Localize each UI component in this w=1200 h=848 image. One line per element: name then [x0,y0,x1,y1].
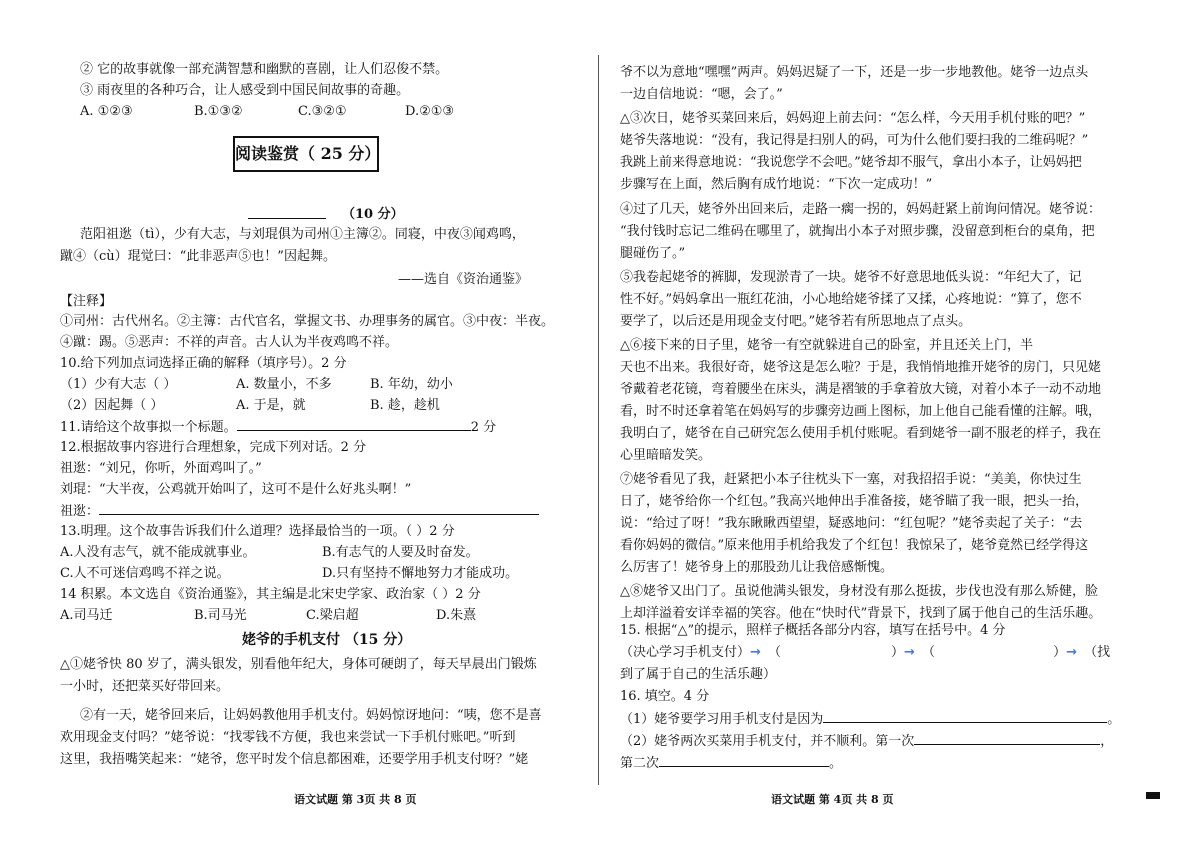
answer-blank[interactable] [914,732,1100,745]
page-footer: 语文试题 第 3页 共 8 页 [294,793,417,806]
story-line: 姥爷失落地说：“没有，我记得是扫别人的码，可为什么他们要扫我的二维码呢？” [620,133,1089,148]
question-10-1-b: B. 年幼，幼小 [370,377,453,392]
story-line: 一边自信地说：“嗯，会了。” [620,87,783,102]
section-heading: 阅读鉴赏（ 25 分） [233,136,379,172]
story-line: 要学了，以后还是用现金支付吧。”姥爷若有所思地点了点头。 [620,314,972,329]
classical-source: ——选自《资治通鉴》 [398,272,529,287]
story-para-2-line-3: 这里，我捂嘴笑起来：“姥爷，您平时发个信息都困难，还要学用手机支付呀？”姥 [60,752,529,767]
question-14-d: D.朱熹 [436,608,477,623]
dialogue-line-3: 祖逖： [60,502,539,521]
story-line: △③次日，姥爷买菜回来后，妈妈迎上前去问：“怎么样，今天用手机付账的吧？” [620,111,1086,126]
classical-text-2: 蹴④（cù）琨觉曰：“此非恶声⑤也！”因起舞。 [60,249,336,264]
page-marker [1146,792,1160,799]
story-line: “我付钱时忘记二维码在哪里了，就掏出小本子对照步骤，没留意到柜台的桌角，把 [620,224,1095,239]
story-line: 天也不出来。我很好奇，姥爷这是怎么啦？于是，我悄悄地推开姥爷的房门，只见姥 [620,360,1102,375]
right-page [600,0,1200,848]
option-line-3: ③ 雨夜里的各种巧合，让人感受到中国民间故事的奇趣。 [80,83,410,98]
note-line-1: ①司州：古代州名。②主簿：古代官名，掌握文书、办理事务的属官。③中夜：半夜。 [60,314,555,329]
arrow-right-icon: → [750,645,761,660]
story-line: 看你妈妈的微信。”原来他用手机给我发了个红包！我惊呆了，姥爷竟然已经学得这 [620,538,1089,553]
question-15-flow-end: 到了属于自己的生活乐趣） [620,667,777,682]
story-line: △⑧姥爷又出门了。虽说他满头银发，身材没有那么挺拔，步伐也没有那么矫健，脸 [620,584,1098,599]
question-13-c: C.人不可迷信鸡鸣不祥之说。 [60,566,230,581]
choice-b: B.①③② [194,104,243,119]
note-line-2: ④蹴：踢。⑤恶声：不祥的声音。古人认为半夜鸡鸣不祥。 [60,335,399,350]
classical-score: （10 分） [342,207,404,222]
story-line: 心里暗暗发笑。 [620,448,712,463]
story-line: 爷戴着老花镜，弯着腰坐在床头，满是褶皱的手拿着放大镜，对着小本子一动不动地 [620,382,1102,397]
choice-c: C.③②① [298,104,347,119]
story-para-1-line-1: △①姥爷快 80 岁了，满头银发，别看他年纪大，身体可硬朗了，每天早晨出门锻炼 [60,657,537,672]
dialogue-line-1: 祖逖：“刘兄，你听，外面鸡叫了。” [60,461,262,476]
question-10-2: （2）因起舞（ ） [60,398,164,413]
story-line: 步骤写在上面，然后胸有成竹地说：“下次一定成功！” [620,177,933,192]
question-11: 11.请给这个故事拟一个标题。 2 分 [60,420,497,435]
choice-a: A. ①②③ [80,104,133,119]
question-13-d: D.只有坚持不懈地努力才能成功。 [322,566,519,581]
story-para-2-line-2: 欢用现金支付吗？”姥爷说：“找零钱不方便，我也来尝试一下手机付账吧。”听到 [60,730,516,745]
question-16-2: （2）姥爷两次买菜用手机支付，并不顺利。第一次 ， [620,734,1114,749]
story-line: 看，时不时还拿着笔在妈妈写的步骤旁边画上图标，加上他自己能看懂的注解。哦， [620,404,1102,419]
story-line: 性不好。”妈妈拿出一瓶红花油，小心地给姥爷揉了又揉，心疼地说：“算了，您不 [620,292,1082,307]
choice-d: D.②①③ [405,104,455,119]
answer-blank[interactable] [99,502,539,515]
story-line: 上却洋溢着安详幸福的笑容。他在“快时代”背景下，找到了属于他自己的生活乐趣。 [620,606,1102,621]
story-line: △⑥接下来的日子里，姥爷一有空就躲进自己的卧室，并且还关上门，半 [620,338,1033,353]
question-14: 14 积累。本文选自《资治通鉴》，其主编是北宋史学家、政治家（ ）2 分 [60,587,481,602]
option-line-2: ② 它的故事就像一部充满智慧和幽默的喜剧，让人们忍俊不禁。 [80,62,449,77]
question-13-a: A.人没有志气，就不能成就事业。 [60,545,256,560]
question-10-2-b: B. 趁，趁机 [370,398,440,413]
question-13-b: B.有志气的人要及时奋发。 [322,545,479,560]
dialogue-line-2: 刘琨：“大半夜，公鸡就开始叫了，这可不是什么好兆头啊！” [60,482,412,497]
story-line: 腿碰伤了。” [620,246,686,261]
story-line: 我明白了，姥爷在自己研究怎么使用手机付账呢。看到姥爷一副不服老的样子，我在 [620,426,1102,441]
question-16-3: 第二次 。 [620,756,843,771]
question-15-flow: （决心学习手机支付）→ （ ）→ （ ）→ （找 [620,645,1111,660]
question-14-b: B.司马光 [194,608,247,623]
column-divider [598,55,599,785]
question-10-1: （1）少有大志（ ） [60,377,177,392]
story-line: ⑤我卷起姥爷的裤脚，发现淤青了一块。姥爷不好意思地低头说：“年纪大了，记 [620,270,1082,285]
question-16-1: （1）姥爷要学习用手机支付是因为 。 [620,712,1121,727]
story-para-2-line-1: ②有一天，姥爷回来后，让妈妈教他用手机支付。妈妈惊讶地问：“咦，您不是喜 [80,708,542,723]
answer-blank[interactable] [237,418,471,431]
answer-blank[interactable] [823,710,1107,723]
story-line: 我跳上前来得意地说：“我说您学不会吧。”姥爷却不服气，拿出小本子，让妈妈把 [620,155,1082,170]
question-10-2-a: A. 于是，就 [236,398,306,413]
page-footer: 语文试题 第 4页 共 8 页 [771,793,894,806]
title-blank [248,206,326,225]
question-10-1-a: A. 数量小，不多 [236,377,332,392]
story-line: 么厉害了！姥爷身上的那股劲儿让我倍感惭愧。 [620,560,894,575]
story-line: 日了，姥爷给你一个红包。”我高兴地伸出手准备接，姥爷瞄了我一眼，把头一抬， [620,494,1089,509]
story-line: ⑦姥爷看见了我，赶紧把小本子往枕头下一塞，对我招招手说：“美美，你快过生 [620,472,1082,487]
question-14-a: A.司马迁 [60,608,113,623]
arrow-right-icon: → [904,645,915,660]
story-line: ④过了几天，姥爷外出回来后，走路一瘸一拐的，妈妈赶紧上前询问情况。姥爷说： [620,202,1102,217]
question-14-c: C.梁启超 [306,608,359,623]
flow-start: （决心学习手机支付） [620,645,751,660]
classical-text-1: 范阳祖逖（tì），少有大志，与刘琨俱为司州①主簿②。同寝，中夜③闻鸡鸣， [80,227,525,242]
question-16: 16. 填空。4 分 [620,689,710,704]
story-line: 爷不以为意地“嘿嘿”两声。妈妈迟疑了一下，还是一步一步地教他。姥爷一边点头 [620,65,1089,80]
question-15: 15. 根据“△”的提示，照样子概括各部分内容，填写在括号中。4 分 [620,623,1006,638]
question-12: 12.根据故事内容进行合理想象，完成下列对话。2 分 [60,440,367,455]
answer-blank[interactable] [659,754,829,767]
question-13: 13.明理。这个故事告诉我们什么道理？选择最恰当的一项。（ ）2 分 [60,524,455,539]
story-title: 姥爷的手机支付 （15 分） [242,632,412,648]
story-line: 说：“给过了呀！”我东瞅瞅西望望，疑惑地问：“红包呢？”姥爷卖起了关子：“去 [620,516,1083,531]
question-10: 10.给下列加点词选择正确的解释（填序号）。2 分 [60,356,347,371]
notes-heading: 【注释】 [60,294,113,309]
arrow-right-icon: → [1066,645,1077,660]
story-para-1-line-2: 一小时，还把菜买好带回来。 [60,679,230,694]
